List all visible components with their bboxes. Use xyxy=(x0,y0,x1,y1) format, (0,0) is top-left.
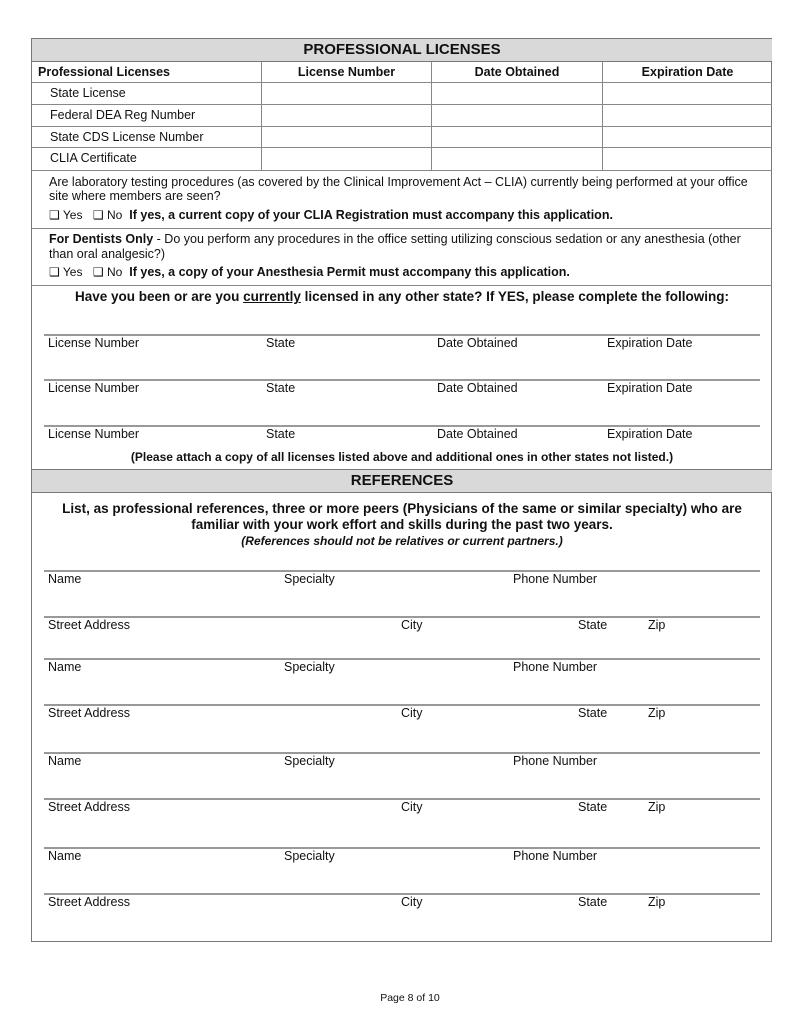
other-state-2[interactable]: State xyxy=(266,381,296,395)
row-label-clia: CLIA Certificate xyxy=(50,151,137,165)
other-license-number-1[interactable]: License Number xyxy=(48,336,140,350)
reference-1-zip[interactable]: Zip xyxy=(648,618,666,632)
reference-2-state[interactable]: State xyxy=(578,706,608,720)
other-license-number-2[interactable]: License Number xyxy=(48,381,140,395)
row-label-state-license: State License xyxy=(50,86,126,100)
reference-4-name[interactable]: Name xyxy=(48,849,82,863)
row-label-cds: State CDS License Number xyxy=(50,130,204,144)
reference-1-phone[interactable]: Phone Number xyxy=(513,572,598,586)
other-date-obtained-1[interactable]: Date Obtained xyxy=(437,336,518,350)
reference-4-zip[interactable]: Zip xyxy=(648,895,666,909)
anesthesia-yes-checkbox[interactable]: ❑ Yes xyxy=(49,265,83,279)
other-date-obtained-2[interactable]: Date Obtained xyxy=(437,381,518,395)
section-header-licenses: PROFESSIONAL LICENSES xyxy=(32,38,772,62)
reference-2-name[interactable]: Name xyxy=(48,660,82,674)
other-state-3[interactable]: State xyxy=(266,427,296,441)
clia-question: Are laboratory testing procedures (as covered by the Clinical Improvement Act – CLIA) currently being performed at your office xyxy=(49,175,748,189)
other-expiration-3[interactable]: Expiration Date xyxy=(607,427,693,441)
other-state-1[interactable]: State xyxy=(266,336,296,350)
reference-1-city[interactable]: City xyxy=(401,618,423,632)
reference-1-state[interactable]: State xyxy=(578,618,608,632)
attach-licenses-note: (Please attach a copy of all licenses listed above and additional ones in other states not listed.) xyxy=(130,450,674,464)
col-header-license-number: License Number xyxy=(297,65,396,79)
col-header-date-obtained: Date Obtained xyxy=(474,65,560,79)
reference-4-street-address[interactable]: Street Address xyxy=(48,895,130,909)
other-license-number-3[interactable]: License Number xyxy=(48,427,140,441)
row-label-dea: Federal DEA Reg Number xyxy=(50,108,196,122)
reference-3-phone[interactable]: Phone Number xyxy=(513,754,598,768)
reference-1-specialty[interactable]: Specialty xyxy=(284,572,335,586)
reference-3-state[interactable]: State xyxy=(578,800,608,814)
clia-question-cont: site where members are seen? xyxy=(49,189,221,203)
references-intro-note: (References should not be relatives or current partners.) xyxy=(241,534,563,548)
col-header-professional-licenses: Professional Licenses xyxy=(38,65,171,79)
reference-3-name[interactable]: Name xyxy=(48,754,82,768)
col-header-expiration-date: Expiration Date xyxy=(641,65,734,79)
reference-4-state[interactable]: State xyxy=(578,895,608,909)
reference-4-city[interactable]: City xyxy=(401,895,423,909)
clia-note: If yes, a current copy of your CLIA Registration must accompany this application. xyxy=(129,208,613,222)
anesthesia-no-checkbox[interactable]: ❑ No xyxy=(92,265,123,279)
references-intro-1: List, as professional references, three or more peers (Physicians of the same or similar specialty) who are xyxy=(62,501,742,516)
reference-2-zip[interactable]: Zip xyxy=(648,706,666,720)
references-intro-2: familiar with your work effort and skills during the past two years. xyxy=(191,517,613,532)
reference-2-street-address[interactable]: Street Address xyxy=(48,706,130,720)
reference-3-city[interactable]: City xyxy=(401,800,423,814)
reference-1-street-address[interactable]: Street Address xyxy=(48,618,130,632)
anesthesia-note: If yes, a copy of your Anesthesia Permit must accompany this application. xyxy=(129,265,570,279)
reference-4-phone[interactable]: Phone Number xyxy=(513,849,598,863)
reference-2-city[interactable]: City xyxy=(401,706,423,720)
section-header-references: REFERENCES xyxy=(32,469,772,493)
other-expiration-2[interactable]: Expiration Date xyxy=(607,381,693,395)
other-expiration-1[interactable]: Expiration Date xyxy=(607,336,693,350)
reference-1-name[interactable]: Name xyxy=(48,572,82,586)
clia-yes-checkbox[interactable]: ❑ Yes xyxy=(49,208,83,222)
other-date-obtained-3[interactable]: Date Obtained xyxy=(437,427,518,441)
reference-4-specialty[interactable]: Specialty xyxy=(284,849,335,863)
other-states-question: Have you been or are you currently licensed in any other state? If YES, please complete the following: xyxy=(75,289,729,304)
clia-no-checkbox[interactable]: ❑ No xyxy=(92,208,123,222)
reference-3-zip[interactable]: Zip xyxy=(648,800,666,814)
dentist-question: - Do you perform any procedures in the office setting utilizing conscious sedation or any anesthesia (other xyxy=(153,232,741,246)
dentist-question-cont: than oral analgesic?) xyxy=(49,247,166,261)
reference-3-specialty[interactable]: Specialty xyxy=(284,754,335,768)
page-number: Page 8 of 10 xyxy=(380,992,440,1004)
reference-2-specialty[interactable]: Specialty xyxy=(284,660,335,674)
reference-3-street-address[interactable]: Street Address xyxy=(48,800,130,814)
dentist-label: For Dentists Only xyxy=(49,232,154,246)
reference-2-phone[interactable]: Phone Number xyxy=(513,660,598,674)
